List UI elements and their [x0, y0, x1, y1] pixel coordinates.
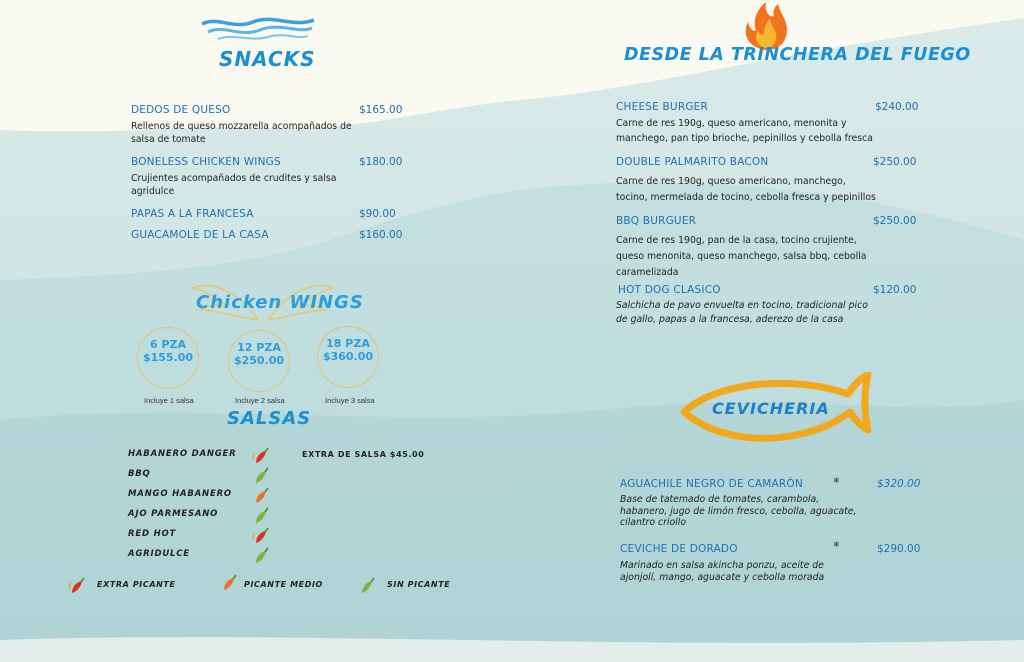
- menu-item-desc: Rellenos de queso mozzarella acompañados de salsa de tomate: [131, 121, 352, 145]
- menu-item-price: $160.00: [359, 229, 403, 241]
- menu-item-desc: Marinado en salsa akincha ponzu, aceite de ajonjolí, mango, aguacate y cebolla morada: [620, 560, 825, 583]
- wings-sauce-note: Incluye 3 salsa: [325, 396, 375, 405]
- menu-item-name: HOT DOG CLASICO: [618, 284, 721, 296]
- chili-pepper-icon: [358, 577, 376, 595]
- chili-pepper-icon: [252, 507, 270, 525]
- salsa-name: AJO PARMESANO: [128, 509, 219, 519]
- menu-item-name: PAPAS A LA FRANCESA: [131, 208, 254, 220]
- wings-option-12: [228, 330, 290, 392]
- wings-option-6: [137, 327, 199, 389]
- chili-pepper-icon: [220, 574, 238, 592]
- menu-item-price: $250.00: [873, 156, 917, 168]
- cevicheria-title: CEVICHERIA: [712, 399, 830, 418]
- wings-sauce-note: Incluye 2 salsa: [235, 396, 285, 405]
- salsa-name: MANGO HABANERO: [128, 489, 232, 499]
- menu-item-price: $90.00: [359, 208, 396, 220]
- menu-item-price: $180.00: [359, 156, 403, 168]
- salsa-name: AGRIDULCE: [128, 549, 190, 559]
- wings-price: $155.00: [142, 351, 194, 364]
- menu-item-desc: Crujientes acompañados de crudites y salsa agridulce: [131, 173, 337, 197]
- chili-pepper-icon: [252, 467, 270, 485]
- menu-item-desc: Carne de res 190g, pan de la casa, tocino crujiente, queso menonita, queso manchego, salsa bbq, cebolla caramelizada: [616, 235, 867, 278]
- chicken-wings-title: Chicken WINGS: [196, 292, 364, 313]
- wings-sauce-note: Incluye 1 salsa: [144, 396, 194, 405]
- menu-item-price: $290.00: [877, 543, 921, 555]
- wings-price: $360.00: [322, 350, 374, 363]
- menu-item-mark: *: [833, 540, 840, 555]
- menu-item-name: CEVICHE DE DORADO: [620, 543, 738, 555]
- water-waves-icon: [198, 14, 318, 44]
- chili-pepper-icon: [252, 447, 270, 465]
- wings-pieces: 6 PZA: [149, 338, 187, 351]
- menu-item-desc: Base de tatemado de tomates, carambola, habanero, jugo de limón fresco, cebolla, aguacate, cilantro criollo: [620, 494, 857, 528]
- legend-label: EXTRA PICANTE: [97, 580, 176, 589]
- wings-pieces: 18 PZA: [326, 337, 370, 350]
- menu-item-name: DOUBLE PALMARITO BACON: [616, 156, 769, 168]
- menu-item-price: $165.00: [359, 104, 403, 116]
- salsas-title: SALSAS: [227, 408, 312, 429]
- salsa-name: RED HOT: [128, 529, 177, 539]
- legend-label: PICANTE MEDIO: [244, 580, 323, 589]
- menu-item-mark: *: [833, 476, 840, 491]
- menu-item-desc: Carne de res 190g, queso americano, manchego, tocino, mermelada de tocino, cebolla fresca y pepinillos: [616, 176, 876, 203]
- menu-item-name: CHEESE BURGER: [616, 101, 708, 113]
- fuego-title: DESDE LA TRINCHERA DEL FUEGO: [624, 45, 971, 65]
- menu-item-name: AGUACHILE NEGRO DE CAMARÓN: [620, 478, 803, 490]
- menu-item-price: $240.00: [875, 101, 919, 113]
- legend-label: SIN PICANTE: [387, 580, 451, 589]
- wings-price: $250.00: [233, 354, 285, 367]
- menu-item-desc: Carne de res 190g, queso americano, menonita y manchego, pan tipo brioche, pepinillos y cebolla fresca: [616, 118, 873, 144]
- menu-item-name: DEDOS DE QUESO: [131, 104, 231, 116]
- salsa-name: HABANERO DANGER: [128, 449, 237, 459]
- menu-item-name: BONELESS CHICKEN WINGS: [131, 156, 281, 168]
- menu-item-name: BBQ BURGUER: [616, 215, 697, 227]
- menu-item-name: GUACAMOLE DE LA CASA: [131, 229, 269, 241]
- chili-pepper-icon: [252, 527, 270, 545]
- snacks-title: SNACKS: [219, 47, 316, 71]
- menu-item-price: $120.00: [873, 284, 917, 296]
- chili-pepper-icon: [252, 547, 270, 565]
- menu-item-price: $250.00: [873, 215, 917, 227]
- extra-salsa-price: EXTRA DE SALSA $45.00: [302, 450, 425, 459]
- salsa-name: BBQ: [128, 469, 151, 479]
- chili-pepper-icon: [68, 577, 86, 595]
- chili-pepper-icon: [252, 487, 270, 505]
- menu-item-desc: Salchicha de pavo envuelta en tocino, tradicional pico de gallo, papas a la francesa, aderezo de la casa: [616, 300, 868, 325]
- wings-option-18: [317, 326, 379, 388]
- wings-pieces: 12 PZA: [237, 341, 281, 354]
- menu-item-price: $320.00: [877, 478, 921, 490]
